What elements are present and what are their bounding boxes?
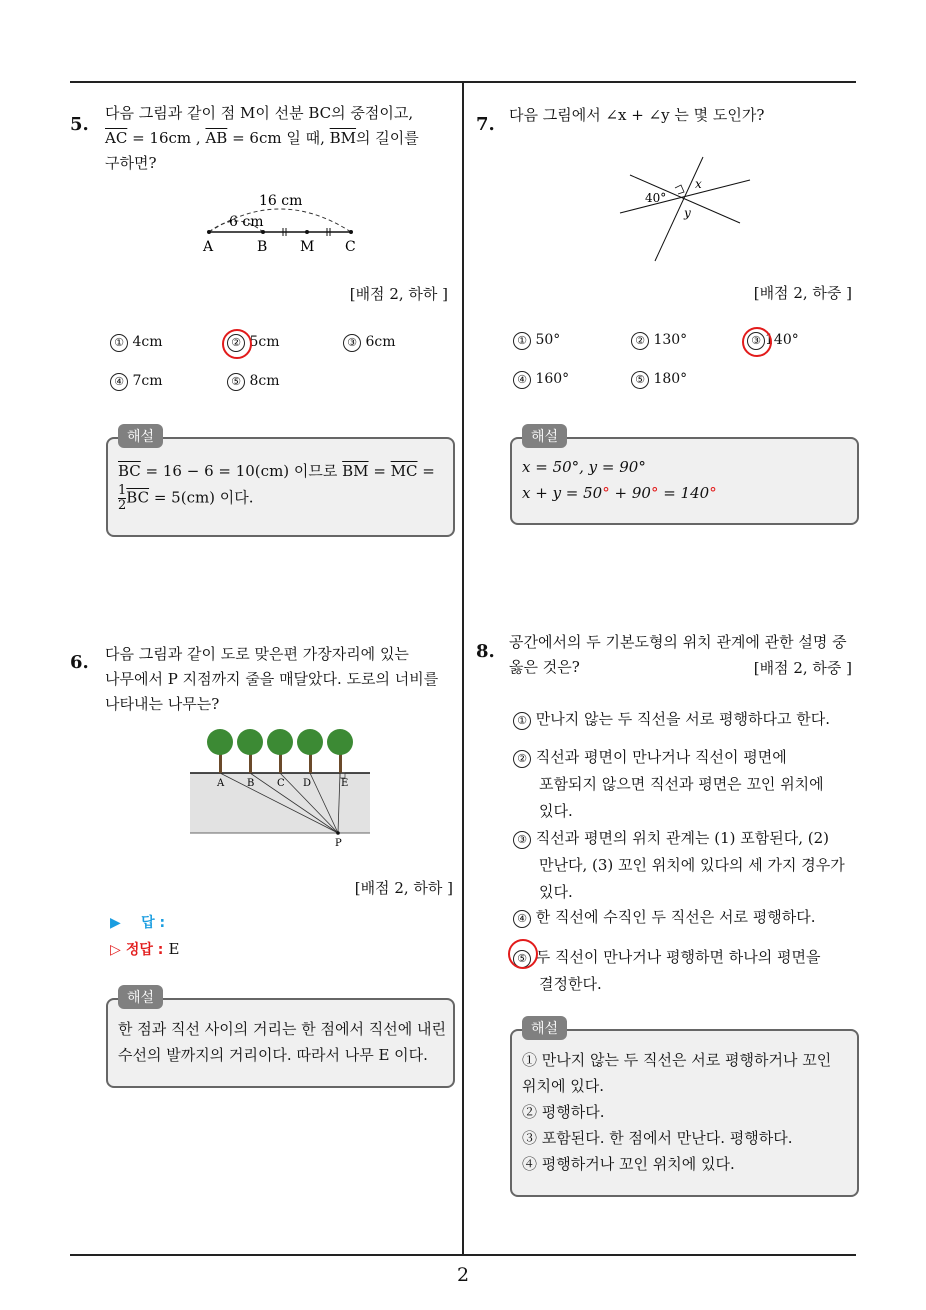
q5-option-4[interactable] — [110, 373, 162, 391]
question-5-number: 5. — [70, 114, 89, 135]
label-tree-d: D — [303, 778, 312, 789]
option-label: 한 직선에 수직인 두 직선은 서로 평행하다. — [535, 908, 816, 926]
deg-mark-2: ° — [650, 484, 659, 502]
option-label-cont: 결정한다. — [539, 975, 602, 993]
option-label-cont: 있다. — [539, 883, 573, 901]
label-tree-e: E — [341, 778, 349, 789]
trunk-a — [219, 752, 222, 773]
option-label-cont: 만난다, (3) 꼬인 위치에 있다의 세 가지 경우가 — [539, 856, 845, 874]
option-marker: ③ — [343, 334, 361, 352]
q5-sol-line1 — [118, 458, 448, 484]
q7-option-2[interactable] — [631, 332, 687, 350]
tree-e — [327, 729, 353, 755]
label-m: M — [300, 239, 315, 255]
bottom-rule — [70, 1254, 856, 1256]
question-8-number: 8. — [476, 641, 495, 662]
tree-b — [237, 729, 263, 755]
point-a — [207, 230, 211, 234]
point-m — [305, 230, 309, 234]
q6-answer-row — [110, 912, 165, 932]
q6-solution-text — [118, 1016, 453, 1068]
deg-mark-1: ° — [602, 484, 610, 502]
q5-line2 — [105, 126, 455, 151]
ac-value: = 16cm , — [127, 129, 201, 147]
sol-eq3: = — [417, 462, 435, 480]
trees — [207, 729, 353, 773]
column-divider — [462, 83, 464, 1254]
label-c: C — [345, 239, 356, 255]
answer-mark — [222, 329, 252, 359]
q8-option-5[interactable] — [513, 944, 853, 998]
label-tree-c: C — [277, 778, 285, 789]
q6-line1: 다음 그림과 같이 도로 맞은편 가장자리에 있는 — [105, 645, 409, 663]
label-6cm: 6 cm — [229, 214, 264, 230]
sol-eq1: = 16 − 6 = 10(cm) 이므로 — [140, 462, 343, 480]
label-point-p: P — [335, 838, 342, 849]
sol-mc: $\overline{MC}$ — [390, 462, 418, 480]
answer-label: 답 : — [141, 915, 166, 931]
q8-solution-tag: 해설 — [522, 1016, 567, 1040]
sol-bc2: $\overline{BC}$ — [126, 488, 150, 507]
label-40deg: 40° — [645, 191, 667, 205]
q7-solution-tag: 해설 — [522, 424, 567, 448]
segment-ab: $\overline{AB}$ — [205, 129, 228, 147]
option-marker: ④ — [513, 371, 531, 389]
q7-meta: [배점 2, 하중 ] — [753, 284, 852, 302]
point-c — [349, 230, 353, 234]
q8-option-2[interactable] — [513, 744, 853, 825]
frac-den: 2 — [118, 498, 127, 513]
q5-option-1[interactable] — [110, 334, 162, 352]
question-6-number: 6. — [70, 652, 89, 673]
answer-arrow-icon: ▶ — [110, 915, 121, 931]
page-number: 2 — [456, 1264, 470, 1286]
option-label-cont: 포함되지 않으면 직선과 평면은 꼬인 위치에 — [539, 775, 824, 793]
line-3 — [655, 157, 703, 261]
option-label: 130° — [653, 332, 688, 348]
option-label: 50° — [535, 332, 561, 348]
q5-solution-text — [118, 458, 448, 513]
option-marker: ④ — [110, 373, 128, 391]
label-tree-b: B — [247, 778, 255, 789]
option-marker: ③ — [513, 831, 531, 849]
option-label: 만나지 않는 두 직선을 서로 평행하다고 한다. — [535, 710, 830, 728]
right-angle-mark — [675, 185, 684, 194]
point-b — [261, 230, 265, 234]
q7-option-4[interactable] — [513, 371, 569, 389]
option-marker: ④ — [513, 910, 531, 928]
label-x: x — [695, 177, 702, 191]
option-marker: ② — [631, 332, 649, 350]
segment-ac: $\overline{AC}$ — [105, 129, 128, 147]
q7-option-3[interactable] — [747, 332, 799, 350]
segment-bm: $\overline{BM}$ — [329, 129, 357, 147]
option-marker: ③ — [747, 332, 765, 350]
q8-option-3[interactable] — [513, 825, 853, 906]
trunk-e — [339, 752, 342, 773]
option-marker: ② — [513, 750, 531, 768]
option-marker: ① — [513, 332, 531, 350]
sol-bc: $\overline{BC}$ — [118, 462, 141, 480]
q8-sol-line3: ② 평행하다. — [522, 1103, 605, 1121]
option-label: 직선과 평면이 만나거나 직선이 평면에 — [535, 748, 787, 766]
q6-line3: 나타내는 나무는? — [105, 695, 220, 713]
option-label-cont: 있다. — [539, 802, 573, 820]
option-label: 두 직선이 만나거나 평행하면 하나의 평면을 — [535, 948, 821, 966]
option-label: 180° — [653, 371, 688, 387]
q6-road-figure — [190, 726, 370, 850]
question-7-number: 7. — [476, 114, 495, 135]
q7-solution-text — [522, 454, 852, 506]
question-6-text — [105, 642, 455, 717]
tree-d — [297, 729, 323, 755]
q8-sol-line1: ① 만나지 않는 두 직선은 서로 평행하거나 꼬인 — [522, 1051, 832, 1069]
q5-option-2[interactable] — [227, 334, 279, 352]
point-p — [336, 831, 340, 835]
tree-c — [267, 729, 293, 755]
bm-tail: 의 길이를 — [356, 129, 419, 147]
q8-option-1[interactable] — [513, 706, 853, 733]
q6-line2: 나무에서 P 지점까지 줄을 매달았다. 도로의 너비를 — [105, 670, 439, 688]
label-tree-a: A — [217, 778, 225, 789]
q8-sol-line5: ④ 평행하거나 꼬인 위치에 있다. — [522, 1155, 735, 1173]
q8-sol-line4: ③ 포함된다. 한 점에서 만난다. 평행하다. — [522, 1129, 793, 1147]
question-5-text — [105, 101, 455, 176]
correct-arrow-icon: ▷ — [110, 942, 121, 958]
q6-meta: [배점 2, 하하 ] — [354, 879, 453, 897]
q5-option-3[interactable] — [343, 334, 395, 352]
trunk-c — [279, 752, 282, 773]
option-label: 140° — [765, 332, 799, 348]
q8-option-4[interactable] — [513, 904, 853, 931]
tree-a — [207, 729, 233, 755]
q5-line1: 다음 그림과 같이 점 M이 선분 BC의 중점이고, — [105, 104, 414, 122]
q8-line1: 공간에서의 두 기본도형의 위치 관계에 관한 설명 중 — [509, 633, 847, 651]
label-a: A — [203, 239, 214, 255]
q6-sol-line2: 수선의 발까지의 거리이다. 따라서 나무 E 이다. — [118, 1046, 428, 1064]
q8-solution-text — [522, 1047, 852, 1177]
q5-solution-tag: 해설 — [118, 424, 163, 448]
option-label: 8cm — [249, 373, 280, 389]
q8-line2: 옳은 것은? — [509, 658, 580, 676]
q8-sol-line2: 위치에 있다. — [522, 1077, 604, 1095]
sol-eq2: = — [368, 462, 391, 480]
answer-mark — [508, 939, 538, 969]
q7-sol-line1: x = 50°, y = 90° — [522, 458, 646, 476]
deg-mark-3: ° — [709, 484, 717, 502]
q7-option-1[interactable] — [513, 332, 560, 350]
q8-meta: [배점 2, 하중 ] — [753, 659, 852, 677]
label-16cm: 16 cm — [259, 193, 303, 209]
option-marker: ② — [227, 334, 245, 352]
option-marker: ⑤ — [513, 950, 531, 968]
answer-mark — [742, 327, 772, 357]
sol-eq4: = 5(cm) 이다. — [149, 488, 254, 507]
option-label: 160° — [535, 371, 570, 387]
q5-sol-line2 — [118, 484, 448, 513]
q5-segment-figure — [195, 188, 370, 258]
q7-angle-figure — [615, 155, 755, 265]
correct-value: E — [168, 940, 180, 958]
option-label: 6cm — [365, 334, 396, 350]
q7-option-5[interactable] — [631, 371, 687, 389]
frac-num: 1 — [118, 483, 127, 498]
option-marker: ① — [513, 712, 531, 730]
q6-correct-row — [110, 939, 179, 959]
option-marker: ⑤ — [631, 371, 649, 389]
option-label: 4cm — [132, 334, 163, 350]
trunk-d — [309, 752, 312, 773]
question-7-text: 다음 그림에서 ∠x + ∠y 는 몇 도인가? — [509, 106, 765, 124]
correct-label: 정답 : — [125, 942, 164, 958]
option-marker: ① — [110, 334, 128, 352]
q5-option-5[interactable] — [227, 373, 279, 391]
option-marker: ⑤ — [227, 373, 245, 391]
q5-line3: 구하면? — [105, 154, 157, 172]
q6-solution-tag: 해설 — [118, 985, 163, 1009]
option-label: 직선과 평면의 위치 관계는 (1) 포함된다, (2) — [535, 829, 830, 847]
q7-sol-line2 — [522, 480, 852, 506]
label-y: y — [684, 206, 691, 220]
sol-bm: $\overline{BM}$ — [342, 462, 369, 480]
sol-part-b: + 90 — [609, 484, 651, 502]
sol-part-c: = 140 — [658, 484, 710, 502]
option-label: 7cm — [132, 373, 163, 389]
ab-value: = 6cm 일 때, — [227, 129, 325, 147]
sol-part-a: x + y = 50 — [522, 484, 603, 502]
q6-sol-line1: 한 점과 직선 사이의 거리는 한 점에서 직선에 내린 — [118, 1020, 446, 1038]
option-label: 5cm — [249, 334, 280, 350]
label-b: B — [257, 239, 268, 255]
q5-meta: [배점 2, 하하 ] — [349, 285, 448, 303]
trunk-b — [249, 752, 252, 773]
